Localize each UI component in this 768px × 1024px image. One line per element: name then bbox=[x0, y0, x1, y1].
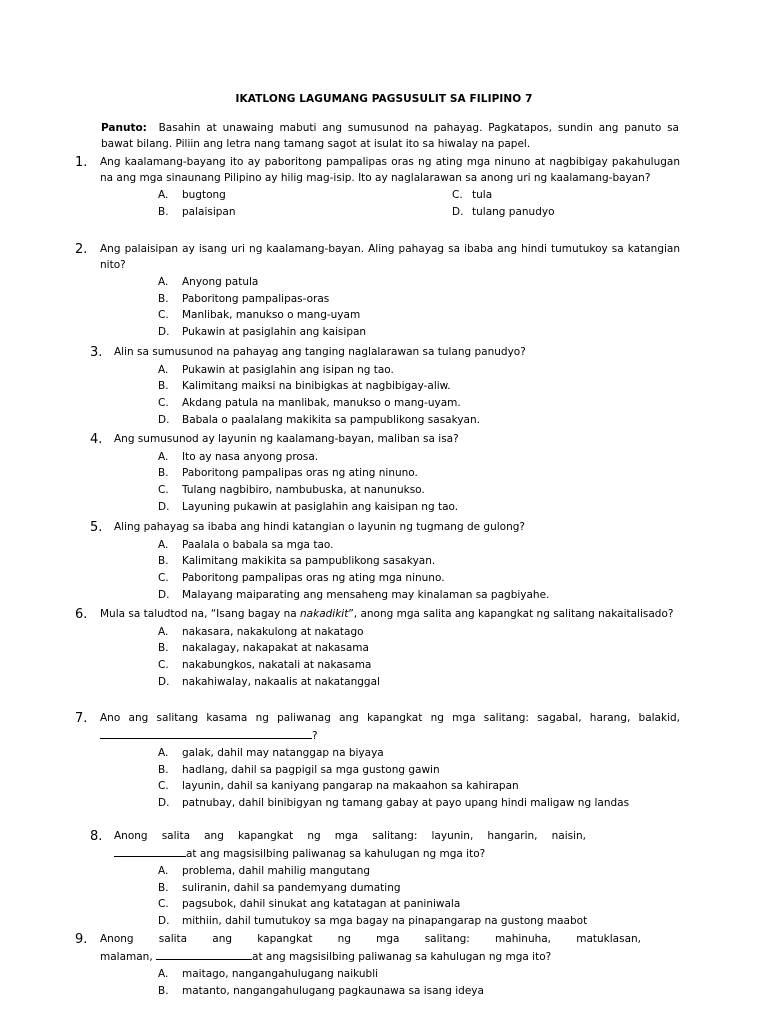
options-list bbox=[158, 274, 680, 341]
options-list bbox=[158, 863, 680, 930]
option-text: mithiin, dahil tumutukoy sa mga bagay na pinapangarap na gustong maabot bbox=[182, 915, 588, 928]
option-text: nakasara, nakakulong at nakatago bbox=[182, 625, 364, 638]
question-number: 4. bbox=[90, 432, 103, 447]
question-number: 2. bbox=[75, 242, 88, 257]
option bbox=[158, 863, 680, 880]
options-list bbox=[158, 966, 680, 999]
option bbox=[158, 291, 680, 308]
options-list bbox=[158, 624, 680, 691]
question-text-part: Mula sa taludtod na, “Isang bagay na bbox=[100, 608, 301, 620]
option-letter: A. bbox=[158, 363, 169, 376]
option-letter: C. bbox=[158, 658, 169, 671]
option-text: nakabungkos, nakatali at nakasama bbox=[182, 658, 372, 671]
option-letter: D. bbox=[158, 915, 170, 928]
option-letter: D. bbox=[158, 413, 170, 426]
option-text: hadlang, dahil sa pagpigil sa mga gustong gawin bbox=[182, 763, 440, 776]
question-text-part: ”, anong mga salita ang kapangkat ng salitang nakaitalisado? bbox=[348, 608, 674, 620]
question-text-line-1: Anong salita ang kapangkat ng mga salitang: layunin, hangarin, naisin, bbox=[114, 830, 586, 842]
option-text: Paalala o babala sa mga tao. bbox=[182, 538, 334, 551]
option-letter: B. bbox=[158, 292, 169, 305]
option-text: Paboritong pampalipas-oras bbox=[182, 292, 330, 305]
option-letter: A. bbox=[158, 625, 169, 638]
option bbox=[158, 966, 680, 983]
question-number: 9. bbox=[75, 932, 88, 947]
option-text: tulang panudyo bbox=[472, 205, 555, 218]
option-letter: D. bbox=[158, 500, 170, 513]
question-text-part: at ang magsisilbing paliwanag sa kahulugan ng mga ito? bbox=[252, 950, 552, 963]
option-text: Kalimitang makikita sa pampublikong sasakyan. bbox=[182, 555, 436, 568]
option-letter: A. bbox=[158, 276, 169, 288]
option-letter: A. bbox=[158, 450, 169, 463]
question-number: 1. bbox=[75, 155, 88, 170]
question-text-part: malaman, bbox=[100, 950, 157, 963]
option bbox=[158, 378, 680, 395]
option-letter: B. bbox=[158, 555, 169, 568]
option-text: Manlibak, manukso o mang-uyam bbox=[182, 309, 361, 322]
option-letter: B. bbox=[158, 984, 169, 997]
option-letter: D. bbox=[158, 588, 170, 601]
question-number: 7. bbox=[75, 711, 88, 726]
question-text bbox=[100, 607, 680, 623]
option bbox=[158, 307, 680, 324]
option bbox=[158, 640, 680, 657]
option-text: Pukawin at pasiglahin ang isipan ng tao. bbox=[182, 363, 394, 376]
option bbox=[158, 778, 680, 795]
option-text: Kalimitang maiksi na binibigkas at nagbibigay-aliw. bbox=[182, 380, 451, 393]
question-text: Ang palaisipan ay isang uri ng kaalamang-bayan. Aling pahayag sa ibaba ang hindi tumutukoy sa katangian nito? bbox=[100, 243, 680, 271]
question-3 bbox=[90, 345, 680, 428]
option-text: matanto, nangangahulugang pagkaunawa sa isang ideya bbox=[182, 984, 484, 997]
option-text: pagsubok, dahil sinukat ang katatagan at paniniwala bbox=[182, 898, 461, 911]
option-text: tula bbox=[472, 189, 493, 201]
answer-blank bbox=[100, 727, 312, 739]
question-text-part: ? bbox=[312, 729, 318, 742]
option bbox=[158, 465, 680, 482]
option-letter: A. bbox=[158, 968, 169, 980]
options-list bbox=[158, 537, 680, 604]
option-text: nakahiwalay, nakaalis at nakatanggal bbox=[182, 675, 380, 688]
question-text-part: Ano ang salitang kasama ng paliwanag ang kapangkat ng mga salitang: sagabal, harang, balakid, bbox=[100, 712, 680, 724]
option-text: maitago, nangangahulugang naikubli bbox=[182, 968, 379, 980]
options-list bbox=[158, 745, 680, 811]
option-letter: D. bbox=[158, 797, 170, 810]
option-letter: A. bbox=[158, 865, 169, 877]
option-text: suliranin, dahil sa pandemyang dumating bbox=[182, 881, 401, 894]
option bbox=[158, 674, 680, 691]
instructions-text: Basahin at unawaing mabuti ang sumusunod na pahayag. Pagkatapos, sundin ang panuto sa bawat bilang. Piliin ang letra nang tamang sagot at isulat ito sa hiwalay na papel. bbox=[101, 122, 679, 150]
option-row bbox=[158, 204, 680, 221]
option-letter: C. bbox=[158, 396, 169, 409]
question-4 bbox=[90, 432, 680, 515]
option bbox=[158, 570, 680, 587]
option-text: Ito ay nasa anyong prosa. bbox=[182, 450, 319, 463]
option-letter: C. bbox=[158, 483, 169, 496]
option-text: Paboritong pampalipas oras ng ating mga ninuno. bbox=[182, 571, 445, 584]
option bbox=[158, 499, 680, 516]
instructions bbox=[101, 120, 679, 152]
option-letter: B. bbox=[158, 205, 169, 218]
options-list bbox=[158, 449, 680, 516]
option bbox=[158, 795, 680, 811]
question-text-line-2 bbox=[114, 845, 680, 863]
option-letter: C. bbox=[158, 571, 169, 584]
option-letter: D. bbox=[158, 326, 170, 339]
option-text: patnubay, dahil binibigyan ng tamang gabay at payo upang hindi maligaw ng landas bbox=[182, 797, 630, 810]
option bbox=[158, 482, 680, 499]
question-number: 3. bbox=[90, 345, 103, 360]
option bbox=[158, 537, 680, 554]
options-list bbox=[158, 362, 680, 429]
option bbox=[158, 412, 680, 429]
option-letter: A. bbox=[158, 189, 169, 201]
option bbox=[158, 587, 680, 604]
question-7 bbox=[75, 711, 680, 811]
option-letter: C. bbox=[158, 780, 169, 793]
answer-blank bbox=[114, 845, 186, 857]
option bbox=[158, 395, 680, 412]
option-letter: D. bbox=[158, 675, 170, 688]
option-letter: B. bbox=[158, 467, 169, 480]
question-6 bbox=[75, 607, 680, 690]
option bbox=[158, 762, 680, 779]
option-letter: C. bbox=[452, 189, 463, 201]
option-text: Tulang nagbibiro, nambubuska, at nanunukso. bbox=[182, 483, 425, 496]
option-letter: A. bbox=[158, 747, 169, 759]
option-text: Layuning pukawin at pasiglahin ang kaisipan ng tao. bbox=[182, 500, 459, 513]
option-text: layunin, dahil sa kaniyang pangarap na makaahon sa kahirapan bbox=[182, 780, 519, 793]
question-text: Ang sumusunod ay layunin ng kaalamang-bayan, maliban sa isa? bbox=[114, 433, 459, 445]
option bbox=[158, 624, 680, 641]
option-text: nakalagay, nakapakat at nakasama bbox=[182, 642, 369, 655]
option bbox=[158, 896, 680, 913]
question-text-line-2 bbox=[100, 948, 680, 966]
question-9 bbox=[75, 932, 680, 999]
option-letter: A. bbox=[158, 538, 169, 551]
option bbox=[158, 745, 680, 762]
question-number: 5. bbox=[90, 520, 103, 535]
exam-title: IKATLONG LAGUMANG PAGSUSULIT SA FILIPINO 7 bbox=[235, 93, 533, 105]
instructions-label: Panuto: bbox=[101, 122, 147, 134]
option-text: bugtong bbox=[182, 189, 226, 201]
question-text: Ang kaalamang-bayang ito ay paboritong pampalipas oras ng ating mga ninuno at nagbibigay pakahulugan na ang mga sinaunang Pilipino ay hilig mag-isip. Ito ay naglalarawan sa anong uri ng kaalamang-bayan? bbox=[100, 156, 680, 184]
question-text bbox=[100, 711, 680, 744]
option-letter: C. bbox=[158, 309, 169, 322]
option bbox=[158, 553, 680, 570]
answer-blank bbox=[156, 948, 252, 960]
question-text: Alin sa sumusunod na pahayag ang tanging naglalarawan sa tulang panudyo? bbox=[114, 346, 526, 358]
option-text: galak, dahil may natanggap na biyaya bbox=[182, 747, 384, 759]
option bbox=[158, 362, 680, 379]
option bbox=[158, 657, 680, 674]
option-text: Akdang patula na manlibak, manukso o mang-uyam. bbox=[182, 396, 461, 409]
italic-word: nakadikit bbox=[300, 608, 349, 620]
option-text: Paboritong pampalipas oras ng ating ninuno. bbox=[182, 467, 418, 480]
question-5 bbox=[90, 520, 680, 603]
question-2 bbox=[75, 242, 680, 341]
option-row bbox=[158, 187, 680, 204]
option-text: Pukawin at pasiglahin ang kaisipan bbox=[182, 326, 367, 339]
question-number: 6. bbox=[75, 607, 88, 622]
option-letter: D. bbox=[452, 205, 464, 218]
option bbox=[158, 913, 680, 930]
option bbox=[158, 274, 680, 291]
question-text: Aling pahayag sa ibaba ang hindi katangian o layunin ng tugmang de gulong? bbox=[114, 521, 525, 533]
option-text: problema, dahil mahilig mangutang bbox=[182, 865, 371, 877]
option bbox=[158, 880, 680, 897]
option-text: Babala o paalalang makikita sa pampublikong sasakyan. bbox=[182, 413, 480, 426]
option-text: Malayang maiparating ang mensaheng may kinalaman sa pagbiyahe. bbox=[182, 588, 550, 601]
option bbox=[158, 983, 680, 1000]
option-letter: B. bbox=[158, 642, 169, 655]
question-8 bbox=[90, 829, 680, 930]
option-letter: C. bbox=[158, 898, 169, 911]
question-text-line-1: Anong salita ang kapangkat ng mga salitang: mahinuha, matuklasan, bbox=[100, 933, 641, 945]
option-letter: B. bbox=[158, 881, 169, 894]
option bbox=[158, 324, 680, 341]
option bbox=[158, 449, 680, 466]
question-1 bbox=[75, 155, 680, 220]
option-letter: B. bbox=[158, 763, 169, 776]
option-text: Anyong patula bbox=[182, 276, 259, 288]
option-text: palaisipan bbox=[182, 205, 236, 218]
question-number: 8. bbox=[90, 829, 103, 844]
option-letter: B. bbox=[158, 380, 169, 393]
question-text-part: at ang magsisilbing paliwanag sa kahulugan ng mga ito? bbox=[186, 847, 486, 860]
